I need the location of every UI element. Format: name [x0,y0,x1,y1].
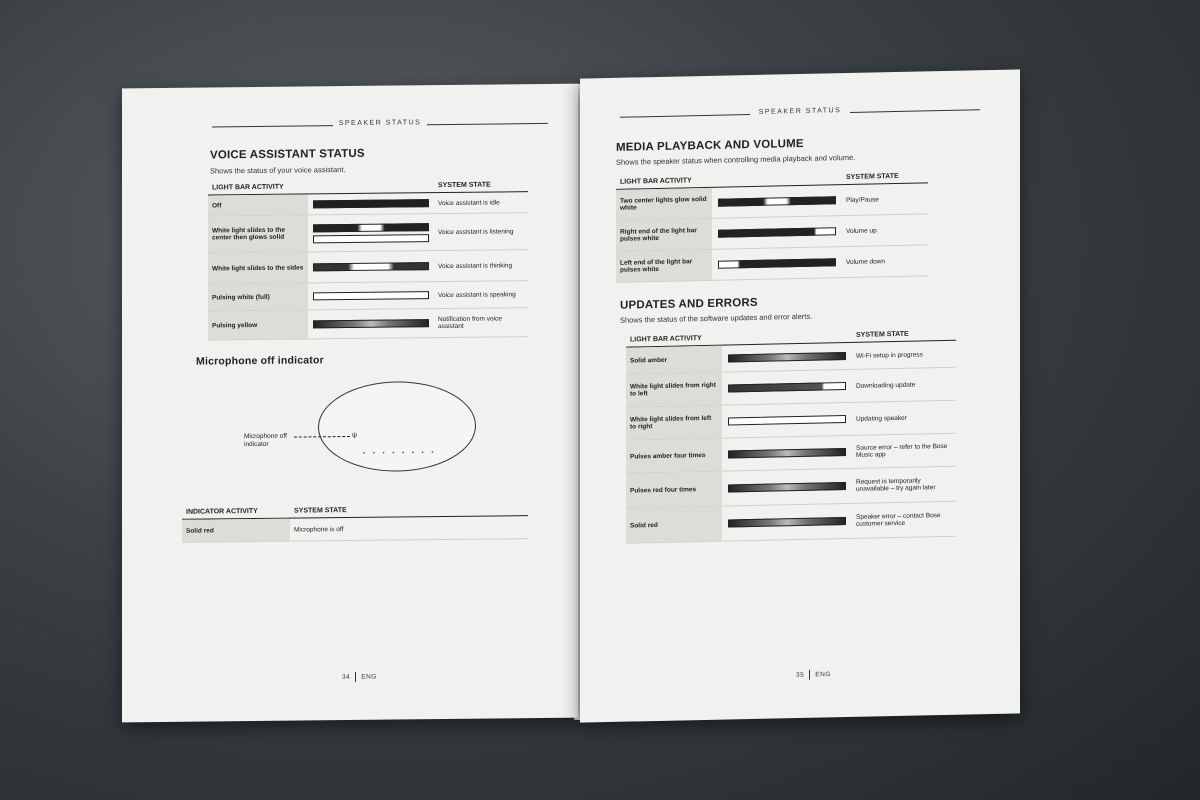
light-bar-icon [718,196,836,206]
speaker-buttons-icon: • • • • • • • • [363,450,437,457]
light-bar-cell [308,223,434,243]
left-page [122,84,578,723]
activity-cell: White light slides to the sides [208,252,308,283]
mic-indicator-title: Microphone off indicator [196,354,324,368]
activity-cell: Pulses amber four times [626,439,722,473]
col-header-activity: LIGHT BAR ACTIVITY [630,335,702,344]
activity-cell: Pulsing white (full) [208,283,308,310]
light-bar-cell [722,448,852,459]
activity-cell: White light slides from left to right [626,406,722,440]
state-cell: Volume up [846,226,877,235]
light-bar-cell [712,196,842,207]
state-cell: Voice assistant is listening [438,227,514,236]
col-header-state: SYSTEM STATE [846,172,899,182]
light-bar-cell [712,227,842,238]
col-header-state: SYSTEM STATE [294,507,347,515]
table-row [208,281,528,311]
table-row [616,245,928,283]
light-bar-cell [308,319,434,328]
page-number-value: 34 [342,673,351,681]
section-subtitle: Shows the status of your voice assistant. [210,165,346,176]
light-bar-icon [313,199,429,208]
table-row [626,502,956,544]
light-bar-cell [722,415,852,426]
col-header-state: SYSTEM STATE [438,181,491,190]
voice-assistant-table [208,178,528,340]
light-bar-icon [728,482,846,492]
col-header-activity: LIGHT BAR ACTIVITY [212,183,284,192]
activity-cell: White light slides to the center then glows solid [208,215,308,252]
light-bar-icon [313,319,429,328]
indicator-table [182,502,528,543]
state-cell: Voice assistant is speaking [438,290,516,299]
light-bar-icon [718,227,836,237]
light-bar-cell [308,199,434,208]
page-number-value: 35 [796,671,805,679]
activity-cell: Solid red [626,507,722,543]
section-title-media: MEDIA PLAYBACK AND VOLUME [616,137,804,154]
page-number [342,672,377,682]
light-bar-cell [722,352,852,363]
running-head: SPEAKER STATUS [620,104,980,124]
activity-cell: White light slides from right to left [626,373,722,407]
light-bar-cell [722,382,852,393]
state-cell: Play/Pause [846,195,879,204]
light-bar-cell [712,258,842,269]
light-bar-icon [728,415,846,425]
language-label: ENG [361,673,377,681]
state-cell: Microphone is off [294,525,344,534]
language-label: ENG [815,671,831,679]
light-bar-icon [313,262,429,271]
light-bar-icon [718,258,836,268]
running-head: SPEAKER STATUS [212,118,548,134]
section-title-voice-assistant: VOICE ASSISTANT STATUS [210,147,365,162]
light-bar-icon [728,382,846,392]
light-bar-icon [728,517,846,527]
state-cell: Voice assistant is thinking [438,261,513,270]
mic-callout-label: Microphone off indicator [244,432,287,448]
col-header-activity: INDICATOR ACTIVITY [186,507,258,516]
light-bar-icon [728,352,846,362]
col-header-state: SYSTEM STATE [856,330,909,339]
light-bar-cell [722,517,852,528]
table-row [208,250,528,284]
light-bar-cell [308,291,434,300]
activity-cell: Solid amber [626,346,722,374]
page-number [796,669,831,680]
state-cell: Downloading update [856,381,916,390]
activity-cell: Solid red [182,519,290,542]
light-bar-icon [313,223,429,232]
activity-cell: Pulses red four times [626,472,722,508]
state-cell: Volume down [846,257,886,266]
activity-cell: Left end of the light bar pulses white [616,250,712,282]
activity-cell: Two center lights glow solid white [616,188,712,220]
section-subtitle: Shows the speaker status when controlling media playback and volume. [616,152,856,167]
table-row [208,308,528,340]
table-row [182,516,528,543]
light-bar-icon [728,448,846,458]
updates-table [626,327,956,544]
activity-cell: Pulsing yellow [208,310,308,339]
right-page [580,69,1020,722]
light-bar-cell [308,262,434,271]
state-cell: Voice assistant is idle [438,198,500,207]
activity-cell: Off [208,194,308,215]
section-title-updates: UPDATES AND ERRORS [620,296,758,312]
light-bar-cell [722,482,852,493]
state-cell: Wi-Fi setup in progress [856,350,923,360]
col-header-activity: LIGHT BAR ACTIVITY [620,177,692,186]
state-cell: Updating speaker [856,414,907,423]
activity-cell: Right end of the light bar pulses white [616,219,712,251]
speaker-diagram [318,381,476,473]
state-cell: Request is temporarily unavailable – try again later [856,477,936,493]
state-cell: Notification from voice assistant [438,315,502,331]
light-bar-icon [313,291,429,300]
state-cell: Speaker error – contact Bose customer service [856,512,941,528]
light-bar-icon [313,234,429,243]
section-subtitle: Shows the status of the software updates and error alerts. [620,311,813,325]
table-row [208,213,528,253]
media-table [616,169,928,283]
state-cell: Source error – refer to the Bose Music app [856,442,948,459]
microphone-off-icon: ψ [352,431,357,439]
